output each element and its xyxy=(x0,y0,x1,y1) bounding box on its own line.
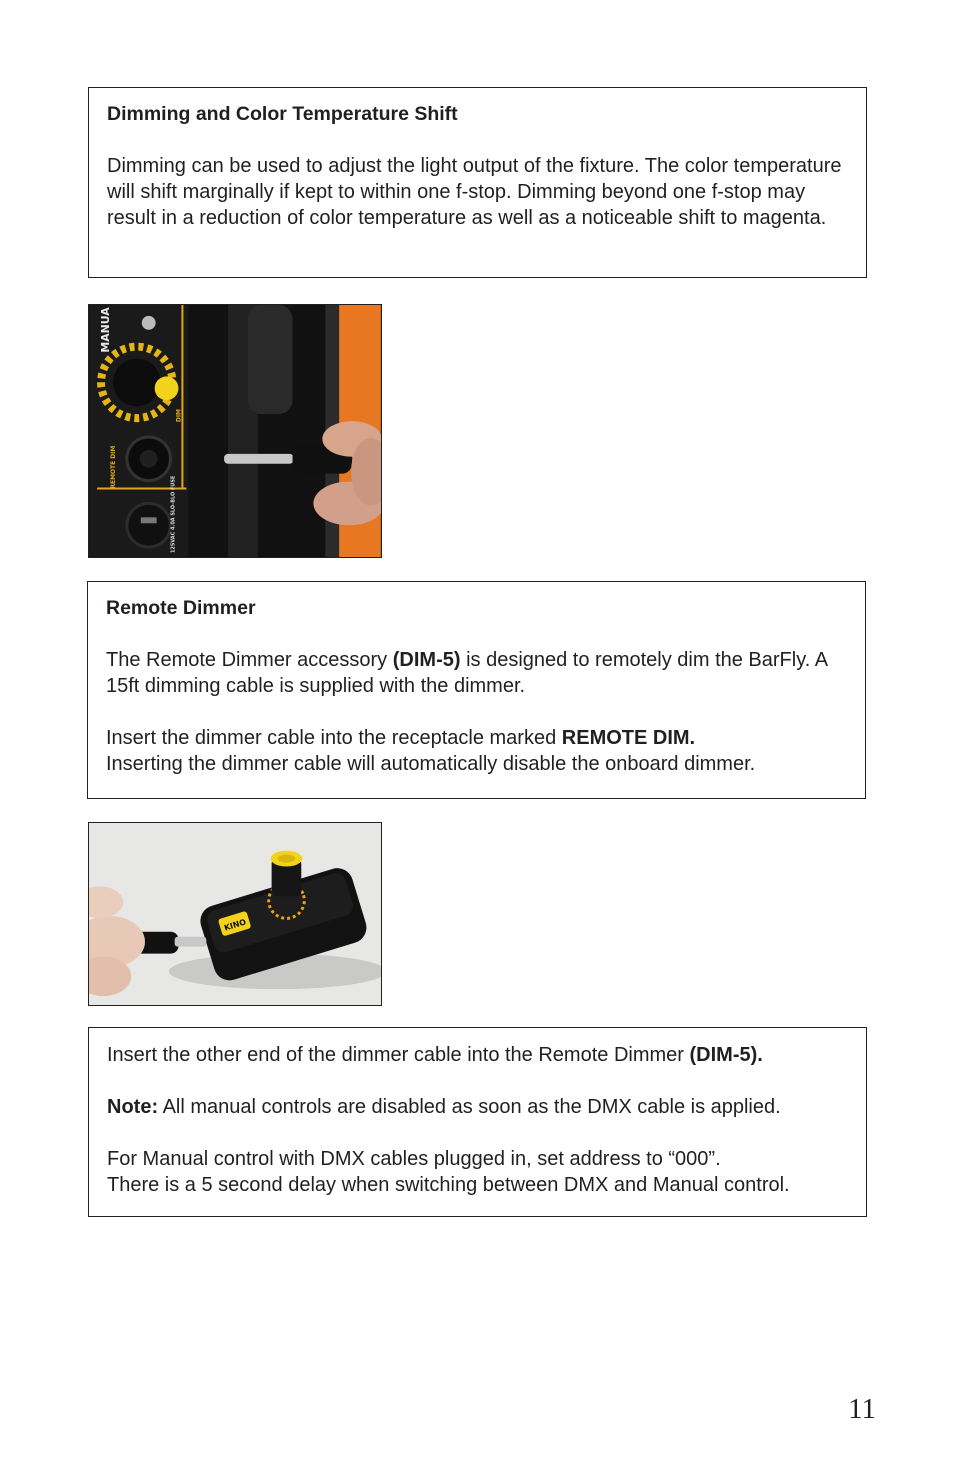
fixture-photo-graphic xyxy=(89,305,381,557)
dmx-info-box xyxy=(88,1027,867,1217)
dim-label: DIM xyxy=(175,409,183,423)
remote-dimmer-box xyxy=(87,581,866,799)
remote-dimmer-paragraph xyxy=(106,647,847,699)
insert-other-end-text: Insert the other end of the dimmer cable into the Remote Dimmer xyxy=(107,1044,690,1066)
remote-dimmer-graphic xyxy=(89,823,381,1005)
insert-cable-text-b: Inserting the dimmer cable will automatically disable the onboard dimmer. xyxy=(106,753,756,775)
insert-other-end-paragraph xyxy=(107,1042,848,1068)
dim5-model-label: (DIM-5) xyxy=(392,649,461,671)
note-paragraph xyxy=(107,1094,848,1120)
manual-control-line-1: For Manual control with DMX cables plugged in, set address to “000”. xyxy=(107,1148,721,1170)
fuse-label: 125VAC 4.0A SLO-BLO FUSE xyxy=(170,475,177,554)
dimming-info-box xyxy=(88,87,867,278)
insert-cable-paragraph xyxy=(106,725,847,777)
section-heading-dimming: Dimming and Color Temperature Shift xyxy=(107,103,458,125)
remote-dimmer-photo xyxy=(88,822,382,1006)
remote-dim-receptacle-label: REMOTE DIM. xyxy=(561,727,696,749)
remote-dimmer-text-b: is designed to remotely dim the BarFly. A 15ft dimming cable is supplied with the dimmer. xyxy=(106,649,827,697)
section-heading-remote-dimmer: Remote Dimmer xyxy=(106,597,256,619)
insert-cable-text-a: Insert the dimmer cable into the receptacle marked xyxy=(106,727,562,749)
dimming-paragraph: Dimming can be used to adjust the light output of the fixture. The color temperature will shift marginally if kept to within one f-stop. Dimming beyond one f-stop may result in a reduction of color temperature as well as a noticeable shift to magenta. xyxy=(107,155,842,229)
remote-dim-label: REMOTE DIM xyxy=(109,445,117,489)
note-text: All manual controls are disabled as soon as the DMX cable is applied. xyxy=(158,1096,781,1118)
remote-dimmer-text-a: The Remote Dimmer accessory xyxy=(106,649,393,671)
fixture-remote-dim-photo xyxy=(88,304,382,558)
kino-logo-text: KINO xyxy=(223,917,248,933)
manual-control-paragraph xyxy=(107,1146,848,1198)
manual-control-line-2: There is a 5 second delay when switching between DMX and Manual control. xyxy=(107,1174,790,1196)
page-number: 11 xyxy=(848,1393,876,1425)
dim5-model-label-2: (DIM-5). xyxy=(689,1044,763,1066)
note-label: Note: xyxy=(107,1096,159,1118)
manual-label: MANUA xyxy=(99,307,112,353)
